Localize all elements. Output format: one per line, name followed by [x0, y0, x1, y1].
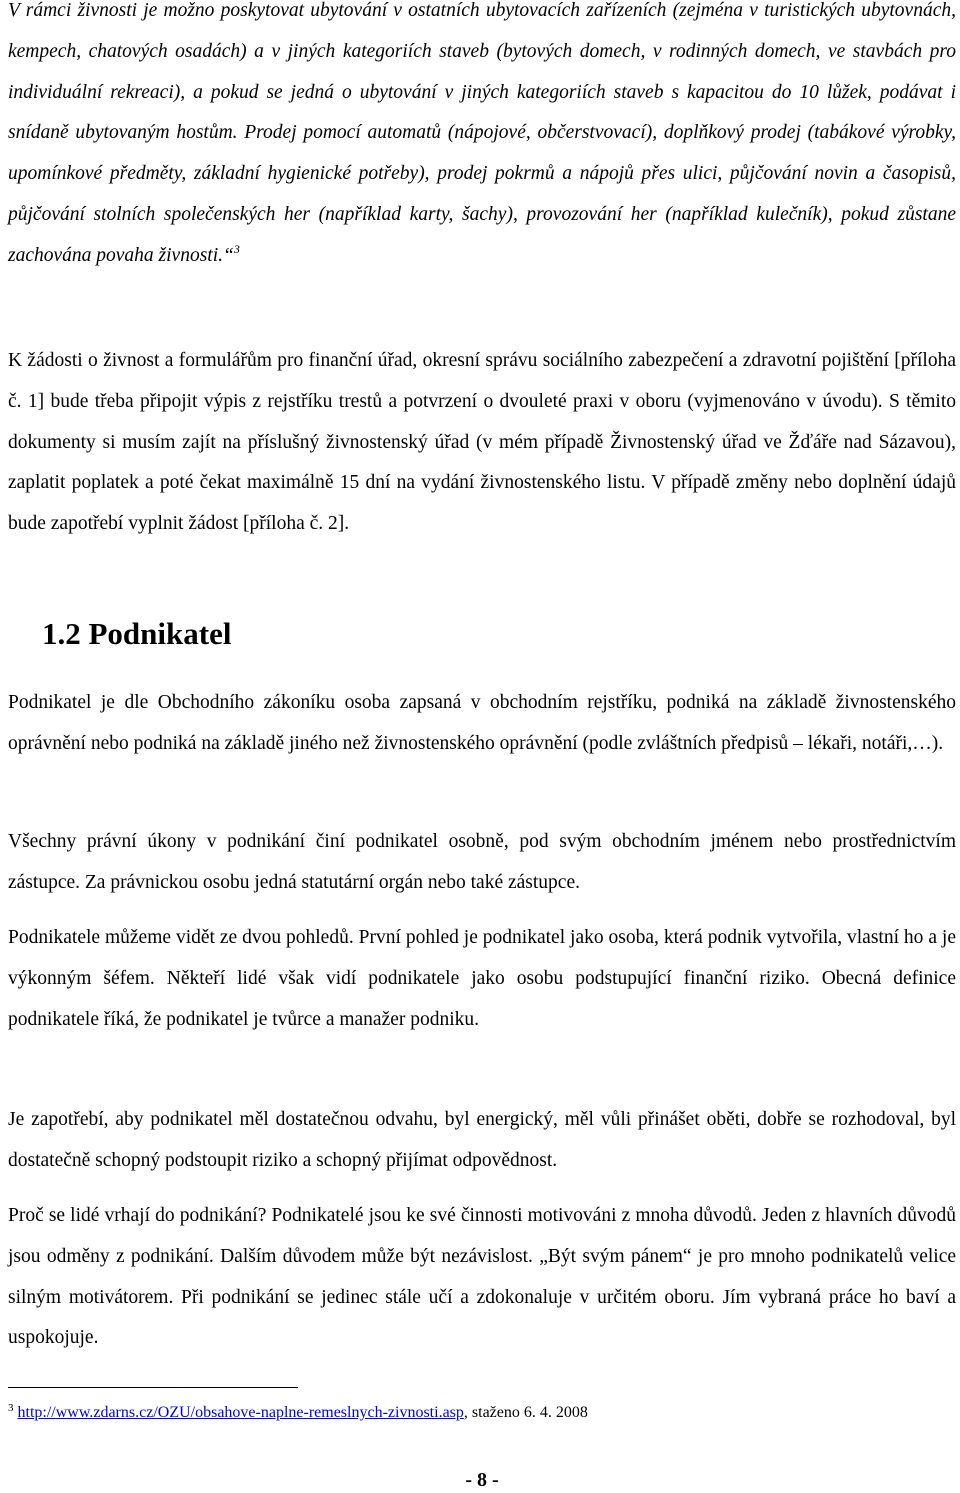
body-paragraph: K žádosti o živnost a formulářům pro finanční úřad, okresní správu sociálního zabezpečení a zdravotní pojištění [příloha č. 1] bude třeba připojit výpis z rejstříku trestů a potvrzení o dvouleté praxi v oboru (vyjmenováno v úvodu). S těmito dokumenty si musím zajít na příslušný živnostenský úřad (v mém případě Živnostenský úřad ve Žďáře nad Sázavou), zaplatit poplatek a poté čekat maximálně 15 dní na vydání živnostenského listu. V případě změny nebo doplnění údajů bude zapotřebí vyplnit žádost [příloha č. 2].: [8, 350, 956, 535]
footnote: [8, 1402, 588, 1424]
footnote-number: 3: [8, 1402, 14, 1414]
body-paragraph: Podnikatel je dle Obchodního zákoníku osoba zapsaná v obchodním rejstříku, podniká na základě živnostenského oprávnění nebo podniká na základě jiného než živnostenského oprávnění (podle zvláštních předpisů – lékaři, notáři,…).: [8, 692, 956, 754]
quote-text: V rámci živnosti je možno poskytovat ubytování v ostatních ubytovacích zařízeních (zejména v turistických ubytovnách, kempech, chatových osadách) a v jiných kategoriích staveb (bytových domech, v rodinných domech, ve stavbách pro individuální rekreaci), a pokud se jedná o ubytování v jiných kategoriích staveb s kapacitou do 10 lůžek, podávat i snídaně ubytovaným hostům. Prodej pomocí automatů (nápojové, občerstvovací), doplňkový prodej (tabákové výrobky, upomínkové předměty, základní hygienické potřeby), prodej pokrmů a nápojů přes ulici, půjčování novin a časopisů, půjčování stolních společenských her (například karty, šachy), provozování her (například kulečník), pokud zůstane zachována povaha živnosti.“: [8, 0, 956, 266]
page-number: - 8 -: [465, 1469, 499, 1491]
body-paragraph: Proč se lidé vrhají do podnikání? Podnikatelé jsou ke své činnosti motivováni z mnoha důvodů. Jeden z hlavních důvodů jsou odměny z podnikání. Dalším důvodem může být nezávislost. „Být svým pánem“ je pro mnoho podnikatelů velice silným motivátorem. Při podnikání se jedinec stále učí a zdokonaluje v určitém oboru. Jím vybraná práce ho baví a uspokojuje.: [8, 1205, 956, 1349]
body-paragraph: Je zapotřebí, aby podnikatel měl dostatečnou odvahu, byl energický, měl vůli přinášet oběti, dobře se rozhodoval, byl dostatečně schopný podstoupit riziko a schopný přijímat odpovědnost.: [8, 1109, 956, 1171]
footnote-suffix: , staženo 6. 4. 2008: [463, 1404, 588, 1421]
footnote-link[interactable]: http://www.zdarns.cz/OZU/obsahove-naplne-remeslnych-zivnosti.asp: [17, 1404, 464, 1421]
footnote-reference[interactable]: 3: [233, 241, 240, 256]
quoted-paragraph: [8, 0, 956, 277]
footnote-separator: [8, 1387, 298, 1388]
section-heading: 1.2 Podnikatel: [42, 616, 232, 651]
body-paragraph: Podnikatele můžeme vidět ze dvou pohledů. První pohled je podnikatel jako osoba, která podnik vytvořila, vlastní ho a je výkonným šéfem. Někteří lidé však vidí podnikatele jako osobu podstupující finanční riziko. Obecná definice podnikatele říká, že podnikatel je tvůrce a manažer podniku.: [8, 927, 956, 1030]
body-paragraph: Všechny právní úkony v podnikání činí podnikatel osobně, pod svým obchodním jménem nebo prostřednictvím zástupce. Za právnickou osobu jedná statutární orgán nebo také zástupce.: [8, 831, 956, 893]
